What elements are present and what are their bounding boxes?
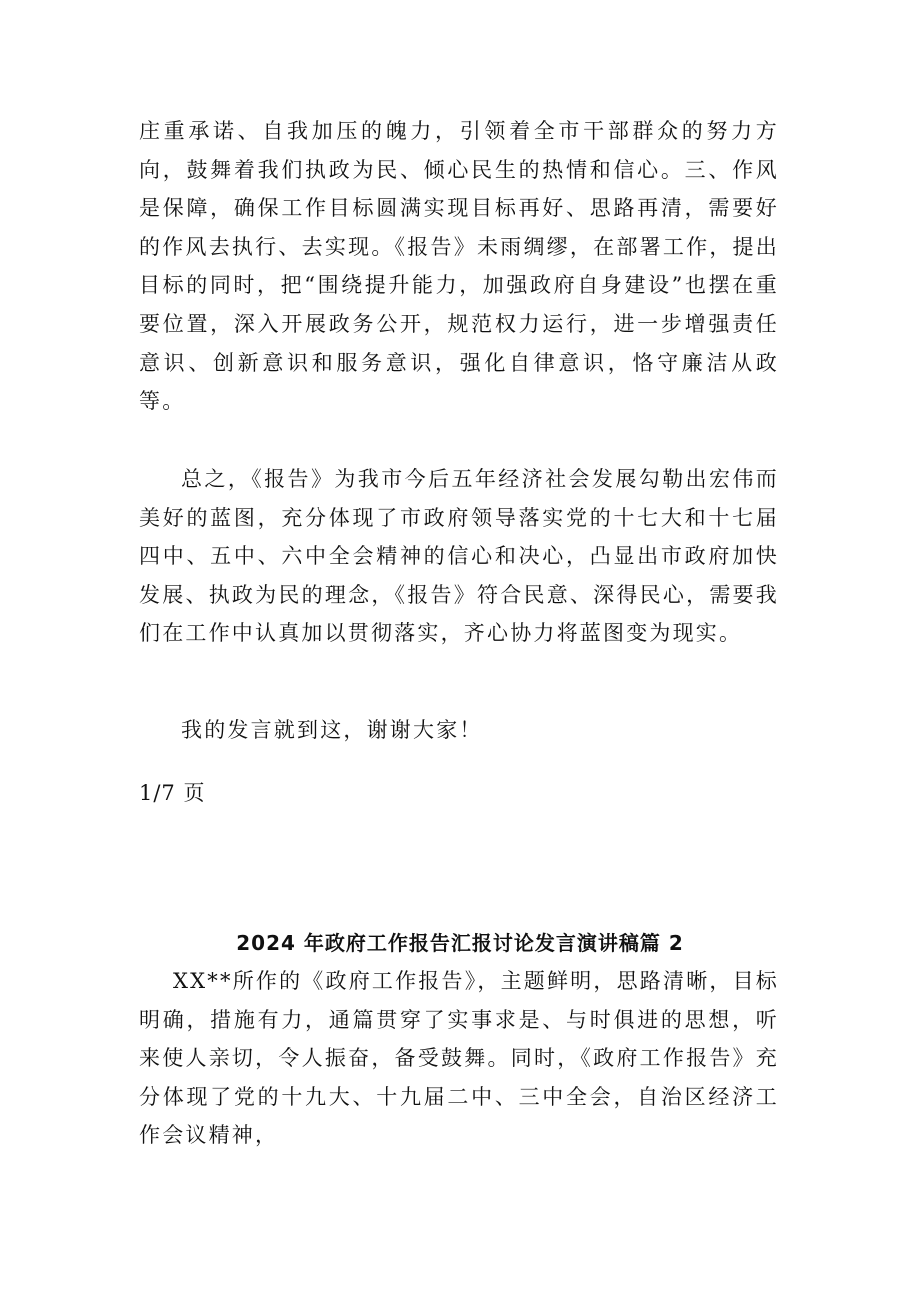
closing-remark: 我的发言就到这，谢谢大家！: [181, 718, 483, 742]
page-number: 1/7 页: [139, 781, 206, 805]
body-paragraph-2: 总之，《报告》为我市今后五年经济社会发展勾勒出宏伟而美好的蓝图，充分体现了市政府领导落实党的十七大和十七届四中、五中、六中全会精神的信心和决心，凸显出市政府加快发展、执政为民的理念，《报告》符合民意、深得民心，需要我们在工作中认真加以贯彻落实，齐心协力将蓝图变为现实。: [139, 467, 779, 646]
section-paragraph-1: XX**所作的《政府工作报告》，主题鲜明，思路清晰，目标明确，措施有力，通篇贯穿了实事求是、与时俱进的思想，听来使人亲切，令人振奋，备受鼓舞。同时，《政府工作报告》充分体现了党的十九大、十九届二中、三中全会，自治区经济工作会议精神，: [139, 969, 779, 1148]
body-paragraph-1: 庄重承诺、自我加压的魄力，引领着全市干部群众的努力方向，鼓舞着我们执政为民、倾心民生的热情和信心。三、作风是保障，确保工作目标圆满实现目标再好、思路再清，需要好的作风去执行、去实现。《报告》未雨绸缪，在部署工作，提出目标的同时，把“围绕提升能力，加强政府自身建设”也摆在重要位置，深入开展政务公开，规范权力运行，进一步增强责任意识、创新意识和服务意识，强化自律意识，恪守廉洁从政等。: [139, 119, 779, 414]
section-title: 2024 年政府工作报告汇报讨论发言演讲稿篇 2: [236, 931, 684, 955]
